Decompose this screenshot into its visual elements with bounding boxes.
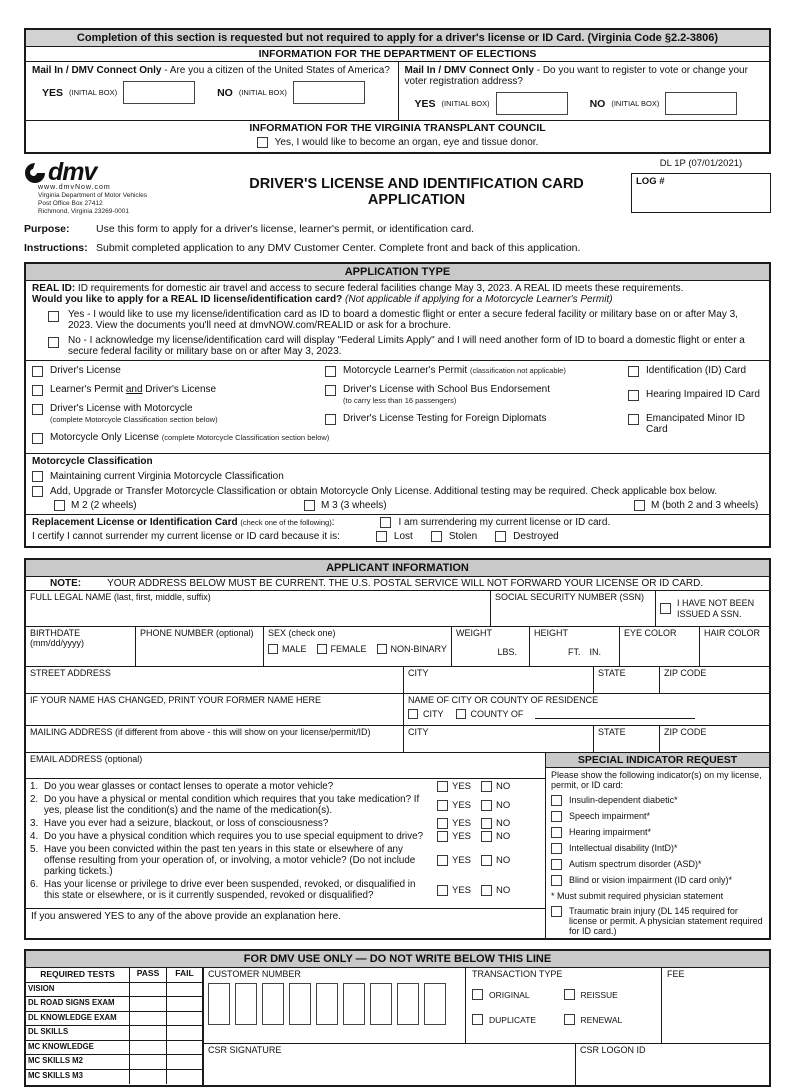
motorcycle-class-options <box>32 500 763 511</box>
mailing-state-label: STATE <box>598 727 626 737</box>
checkbox-m2[interactable] <box>54 500 65 511</box>
test-row-mc-skills-m2: MC SKILLS M2 <box>26 1055 202 1070</box>
indicator-blind: Blind or vision impairment (ID card only)* <box>551 875 764 886</box>
log-number-box[interactable] <box>631 173 771 213</box>
type-label: Driver's License with Motorcycle (complete Motorcycle Classification section below) <box>50 403 218 424</box>
type-school-bus <box>325 384 628 406</box>
customer-number-box[interactable] <box>289 983 311 1025</box>
citizen-yes-label: YES <box>42 86 64 99</box>
indicator-speech: Speech impairment* <box>551 811 764 822</box>
pass-cell[interactable] <box>130 1041 167 1055</box>
dmv-logo-dept: Virginia Department of Motor Vehicles <box>38 192 147 199</box>
checkbox-q3-yes[interactable] <box>437 818 448 829</box>
pass-col-header: PASS <box>130 968 167 982</box>
dmv-use-only-header: FOR DMV USE ONLY — DO NOT WRITE BELOW THIS LINE <box>26 951 769 968</box>
field-residence <box>404 694 769 725</box>
checkbox-q1-yes[interactable] <box>437 781 448 792</box>
field-weight[interactable] <box>452 627 530 666</box>
motorcycle-maintain-option <box>32 471 763 482</box>
csr-logon-label: CSR LOGON ID <box>580 1045 646 1055</box>
csr-signature-label: CSR SIGNATURE <box>208 1045 282 1055</box>
checkbox-residence-county[interactable] <box>456 709 466 719</box>
certify-statement: I certify I cannot surrender my current license or ID card because it is: <box>32 531 340 542</box>
checkbox-q6-yes[interactable] <box>437 885 448 896</box>
customer-number-box[interactable] <box>235 983 257 1025</box>
instructions-label: Instructions: <box>24 242 88 254</box>
pass-cell[interactable] <box>130 997 167 1011</box>
checkbox-blind[interactable] <box>551 875 562 886</box>
type-label: Driver's License Testing for Foreign Diplomats <box>343 413 547 424</box>
lbs-label: LBS. <box>497 647 517 657</box>
voter-yes-label: YES <box>414 97 436 110</box>
address-note: NOTE: YOUR ADDRESS BELOW MUST BE CURRENT. THE U.S. POSTAL SERVICE WILL NOT FORWARD YOUR LICENSE OR ID CARD. <box>26 577 769 591</box>
residence-label: NAME OF CITY OR COUNTY OF RESIDENCE <box>408 695 599 705</box>
voter-yes-initial-box[interactable] <box>496 92 568 115</box>
elections-header: INFORMATION FOR THE DEPARTMENT OF ELECTIONS <box>26 47 769 62</box>
dmv-swoosh-icon <box>24 162 46 184</box>
voter-no-initial-box[interactable] <box>665 92 737 115</box>
type-motorcycle-learners <box>325 365 628 377</box>
csr-logon-cell[interactable] <box>576 1044 769 1085</box>
ssn-label: SOCIAL SECURITY NUMBER (SSN) <box>495 592 645 602</box>
checkbox-school-bus[interactable] <box>325 385 336 396</box>
checkbox-q5-no[interactable] <box>481 855 492 866</box>
donor-statement: Yes, I would like to become an organ, eye and tissue donor. <box>274 137 539 148</box>
voter-question-block <box>398 62 770 120</box>
applicant-information-section <box>24 558 771 940</box>
checkbox-q1-no[interactable] <box>481 781 492 792</box>
checkbox-speech[interactable] <box>551 811 562 822</box>
state-label: STATE <box>598 668 626 678</box>
email-label: EMAIL ADDRESS (optional) <box>30 754 143 764</box>
no-ssn-label: I HAVE NOT BEEN ISSUED A SSN. <box>677 597 755 619</box>
customer-number-label: CUSTOMER NUMBER <box>208 969 301 979</box>
pass-cell[interactable] <box>130 1026 167 1040</box>
type-id-card <box>628 365 763 377</box>
transaction-type-cell: TRANSACTION TYPE ORIGINAL REISSUE DUPLICATE RENEWAL <box>466 968 662 1043</box>
voter-no-initialbox-label: (INITIAL BOX) <box>611 99 660 108</box>
type-label: Learner's Permit and Driver's License <box>50 384 217 395</box>
question-6: 6. Has your license or privilege to drive ever been suspended, revoked, or disqualified in this state or elsewhere, or is it currently suspended, revoked or disqualified? YES NO <box>30 879 511 901</box>
nonbinary-label: NON-BINARY <box>390 644 447 654</box>
purpose-text: Use this form to apply for a driver's license, learner's permit, or identification card. <box>96 223 475 235</box>
citizen-question-label: Mail In / DMV Connect Only - Are you a citizen of the United States of America? <box>32 65 390 76</box>
applicant-information-header: APPLICANT INFORMATION <box>26 560 769 577</box>
lost-label: Lost <box>393 531 413 542</box>
field-city[interactable] <box>404 667 594 693</box>
purpose-line <box>24 223 771 235</box>
type-label: Motorcycle Learner's Permit (classification not applicable) <box>343 365 566 376</box>
type-drivers-with-motorcycle <box>32 403 325 425</box>
customer-number-box[interactable] <box>370 983 392 1025</box>
type-foreign-diplomats <box>325 413 628 425</box>
checkbox-nonbinary[interactable] <box>377 644 387 654</box>
customer-number-boxes <box>208 983 461 1025</box>
checkbox-q4-yes[interactable] <box>437 831 448 842</box>
mailing-label: MAILING ADDRESS (if different from above - this will show on your license/permit/ID) <box>30 727 371 737</box>
special-indicator-header: SPECIAL INDICATOR REQUEST <box>546 753 769 768</box>
checkbox-asd[interactable] <box>551 859 562 870</box>
citizen-no-label: NO <box>217 86 233 99</box>
residence-county-blank[interactable] <box>535 709 695 719</box>
indicator-insulin: Insulin-dependent diabetic* <box>551 795 764 806</box>
type-label: Identification (ID) Card <box>646 365 747 376</box>
test-row-mc-knowledge: MC KNOWLEDGE <box>26 1041 202 1056</box>
checkbox-q2-no[interactable] <box>481 800 492 811</box>
question-5: 5. Have you been convicted within the past ten years in this state or elsewhere of any offense resulting from your operation of, or involving, a motor vehicle? (Do not include parking tickets.) YES NO <box>30 844 511 877</box>
mailing-zip-label: ZIP CODE <box>664 727 707 737</box>
checkbox-q2-yes[interactable] <box>437 800 448 811</box>
height-label: HEIGHT <box>534 628 569 638</box>
tests-col-header: REQUIRED TESTS <box>26 968 130 982</box>
checkbox-duplicate[interactable] <box>472 1014 483 1025</box>
test-row-vision: VISION <box>26 983 202 998</box>
checkbox-hearing[interactable] <box>551 827 562 838</box>
checkbox-q3-no[interactable] <box>481 818 492 829</box>
replacement-section <box>26 514 769 546</box>
dmv-logo <box>24 158 202 216</box>
dmv-logo-pobox: Post Office Box 27412 <box>38 200 103 207</box>
dmv-use-only-section <box>24 949 771 1087</box>
checkbox-q4-no[interactable] <box>481 831 492 842</box>
transaction-type-label: TRANSACTION TYPE <box>472 969 563 979</box>
no-ssn-cell <box>656 591 769 626</box>
type-label: Driver's License with School Bus Endorsement (to carry less than 16 passengers) <box>343 384 551 405</box>
health-questions <box>26 779 545 908</box>
citizen-yes-initial-box[interactable] <box>123 81 195 104</box>
special-indicator-intro: Please show the following indicator(s) on my license, permit, or ID card: <box>551 770 762 790</box>
checkbox-add-upgrade-transfer[interactable] <box>32 486 43 497</box>
field-zip[interactable] <box>660 667 769 693</box>
indicator-hearing: Hearing impairment* <box>551 827 764 838</box>
instructions-text: Submit completed application to any DMV Customer Center. Complete front and back of this application. <box>96 242 581 254</box>
real-id-no-text: No - I acknowledge my license/identification card will display "Federal Limits Apply" and I will need another form of ID to board a domestic flight or enter a secure federal facility or military base on or after May 3, 2023. <box>68 335 745 357</box>
field-email[interactable] <box>26 753 545 779</box>
question-3: 3. Have you ever had a seizure, blackout, or loss of consciousness? YES NO <box>30 818 511 829</box>
citizen-no-initial-box[interactable] <box>293 81 365 104</box>
application-type-header: APPLICATION TYPE <box>26 264 769 281</box>
surrender-label: I am surrendering my current license or ID card. <box>398 517 611 528</box>
motorcycle-classification-section <box>26 453 769 514</box>
in-label: IN. <box>589 647 601 657</box>
type-label: Hearing Impaired ID Card <box>646 389 760 400</box>
physician-footnote: * Must submit required physician statement <box>551 891 724 901</box>
fail-col-header: FAIL <box>175 968 194 978</box>
type-label: Emancipated Minor ID Card <box>646 413 745 435</box>
dmv-logo-city: Richmond, Virginia 23269-0001 <box>38 208 129 215</box>
stolen-label: Stolen <box>448 531 478 542</box>
test-row-road-signs: DL ROAD SIGNS EXAM <box>26 997 202 1012</box>
field-full-legal-name[interactable] <box>26 591 491 626</box>
fail-cell[interactable] <box>167 1070 202 1085</box>
type-motorcycle-only <box>32 432 330 444</box>
full-name-label: FULL LEGAL NAME (last, first, middle, suffix) <box>30 592 211 602</box>
masthead <box>24 158 771 216</box>
field-mailing-zip[interactable] <box>660 726 769 752</box>
citizen-no-initialbox-label: (INITIAL BOX) <box>238 88 287 97</box>
checkbox-m-both[interactable] <box>634 500 645 511</box>
purpose-label: Purpose: <box>24 223 70 235</box>
test-row-mc-skills-m3: MC SKILLS M3 <box>26 1070 202 1085</box>
m-both-label: M (both 2 and 3 wheels) <box>651 500 759 511</box>
weight-label: WEIGHT <box>456 628 492 638</box>
fail-cell[interactable] <box>167 1026 202 1040</box>
field-state[interactable] <box>594 667 660 693</box>
special-indicator-panel <box>546 753 769 938</box>
checkbox-reissue[interactable] <box>564 989 575 1000</box>
dmv-logo-web: www.dmvNow.com <box>38 184 111 191</box>
log-number-label: LOG # <box>636 176 665 187</box>
customer-number-box[interactable] <box>424 983 446 1025</box>
field-height[interactable] <box>530 627 620 666</box>
m2-label: M 2 (2 wheels) <box>71 500 137 511</box>
checkbox-intd[interactable] <box>551 843 562 854</box>
real-id-yes-option <box>32 309 763 331</box>
form-dl1p <box>24 28 771 1087</box>
citizen-yes-initialbox-label: (INITIAL BOX) <box>69 88 118 97</box>
field-street-address[interactable] <box>26 667 404 693</box>
indicator-asd: Autism spectrum disorder (ASD)* <box>551 859 764 870</box>
checkbox-female[interactable] <box>317 644 327 654</box>
instructions-line <box>24 242 771 254</box>
checkbox-surrendering[interactable] <box>380 517 391 528</box>
explanation-label: If you answered YES to any of the above provide an explanation here. <box>31 911 342 922</box>
pass-cell[interactable] <box>130 983 167 997</box>
field-explanation[interactable] <box>26 908 545 938</box>
hair-color-label: HAIR COLOR <box>704 628 761 638</box>
csr-signature-cell[interactable] <box>204 1044 576 1085</box>
zip-label: ZIP CODE <box>664 668 707 678</box>
sex-label: SEX (check one) <box>268 628 336 638</box>
checkbox-male[interactable] <box>268 644 278 654</box>
field-mailing-city[interactable] <box>404 726 594 752</box>
question-1: 1. Do you wear glasses or contact lenses to operate a motor vehicle? YES NO <box>30 781 511 792</box>
ft-label: FT. <box>568 647 581 657</box>
elections-section <box>24 28 771 154</box>
dmv-logo-text: dmv <box>48 158 97 186</box>
indicator-tbi: Traumatic brain injury (DL 145 required for license or permit. A physician statement required for ID card.) <box>551 906 764 936</box>
checkbox-id-card[interactable] <box>628 366 639 377</box>
real-id-yes-text: Yes - I would like to use my license/identification card as ID to board a domestic flight or enter a secure federal facility or military base on or after May 3, 2023. View the documents you'll need at dmvNOW.com/REALID or ask for a brochure. <box>68 309 738 331</box>
voter-question-label: Mail In / DMV Connect Only - Do you want to register to vote or change your voter registration address? <box>404 65 748 87</box>
fail-cell[interactable] <box>167 1012 202 1026</box>
question-2: 2. Do you have a physical or mental condition which requires that you take medication? If yes, please list the condition(s) and the name of the medication(s). YES NO <box>30 794 511 816</box>
checkbox-foreign-diplomats[interactable] <box>325 414 336 425</box>
field-mailing-state[interactable] <box>594 726 660 752</box>
field-hair-color[interactable] <box>700 627 769 666</box>
fee-cell[interactable] <box>662 968 769 1043</box>
customer-number-box[interactable] <box>316 983 338 1025</box>
checkbox-organ-donor[interactable] <box>257 137 268 148</box>
destroyed-label: Destroyed <box>513 531 559 542</box>
checkbox-real-id-yes[interactable] <box>48 311 59 322</box>
indicator-intd: Intellectual disability (IntD)* <box>551 843 764 854</box>
fail-cell[interactable] <box>167 997 202 1011</box>
type-drivers-license <box>32 365 325 377</box>
checkbox-learners-and-drivers[interactable] <box>32 385 43 396</box>
test-row-knowledge: DL KNOWLEDGE EXAM <box>26 1012 202 1027</box>
checkbox-original[interactable] <box>472 989 483 1000</box>
checkbox-q6-no[interactable] <box>481 885 492 896</box>
motorcycle-add-option <box>32 486 763 497</box>
application-type-section <box>24 262 771 548</box>
checkbox-motorcycle-only[interactable] <box>32 433 43 444</box>
customer-number-box[interactable] <box>343 983 365 1025</box>
type-label: Motorcycle Only License (complete Motorcycle Classification section below) <box>50 432 330 443</box>
customer-number-box[interactable] <box>262 983 284 1025</box>
type-label: Driver's License <box>50 365 121 376</box>
checkbox-no-ssn[interactable] <box>660 603 671 614</box>
license-type-grid <box>26 360 769 453</box>
form-title: DRIVER'S LICENSE AND IDENTIFICATION CARD APPLICATION <box>249 176 584 208</box>
field-sex <box>264 627 452 666</box>
fail-cell[interactable] <box>167 1055 202 1069</box>
residence-city-label: CITY <box>423 709 444 719</box>
field-ssn[interactable] <box>491 591 656 626</box>
checkbox-renewal[interactable] <box>564 1014 575 1025</box>
female-label: FEMALE <box>330 644 367 654</box>
type-learners-and-drivers <box>32 384 325 396</box>
fee-label: FEE <box>667 969 685 979</box>
mailing-city-label: CITY <box>408 727 429 737</box>
birthdate-label: BIRTHDATE (mm/dd/yyyy) <box>30 628 84 648</box>
type-hearing-impaired-id <box>628 389 763 401</box>
donor-row <box>26 135 769 152</box>
checkbox-maintain-classification[interactable] <box>32 471 43 482</box>
residence-county-label: COUNTY OF <box>470 709 524 719</box>
real-id-question: Would you like to apply for a REAL ID license/identification card? (Not applicable if applying for a Motorcycle Learner's Permit) <box>32 294 613 305</box>
field-birthdate[interactable] <box>26 627 136 666</box>
m3-label: M 3 (3 wheels) <box>321 500 387 511</box>
checkbox-real-id-no[interactable] <box>48 337 59 348</box>
replacement-title: Replacement License or Identification Card (check one of the following): <box>32 517 335 528</box>
type-emancipated-minor-id <box>628 413 763 435</box>
checkbox-motorcycle-learners[interactable] <box>325 366 336 377</box>
motorcycle-classification-title: Motorcycle Classification <box>32 456 153 467</box>
pass-cell[interactable] <box>130 1070 167 1085</box>
eye-color-label: EYE COLOR <box>624 628 677 638</box>
checkbox-drivers-license[interactable] <box>32 366 43 377</box>
checkbox-residence-city[interactable] <box>408 709 418 719</box>
checkbox-emancipated-minor-id[interactable] <box>628 414 639 425</box>
pass-cell[interactable] <box>130 1055 167 1069</box>
voter-no-label: NO <box>589 97 606 110</box>
fail-cell[interactable] <box>167 1041 202 1055</box>
pass-cell[interactable] <box>130 1012 167 1026</box>
checkbox-destroyed[interactable] <box>495 531 506 542</box>
checkbox-q5-yes[interactable] <box>437 855 448 866</box>
test-row-dl-skills: DL SKILLS <box>26 1026 202 1041</box>
checkbox-stolen[interactable] <box>431 531 442 542</box>
transplant-header: INFORMATION FOR THE VIRGINIA TRANSPLANT COUNCIL <box>249 122 546 134</box>
question-4: 4. Do you have a physical condition which requires you to use special equipment to drive? YES NO <box>30 831 511 842</box>
real-id-no-option <box>32 335 763 357</box>
street-label: STREET ADDRESS <box>30 668 111 678</box>
completion-notice: Completion of this section is requested but not required to apply for a driver's license or ID Card. (Virginia Code §2.2-3806) <box>26 30 769 47</box>
checkbox-hearing-impaired-id[interactable] <box>628 390 639 401</box>
required-tests-table <box>26 968 204 1085</box>
add-upgrade-label: Add, Upgrade or Transfer Motorcycle Classification or obtain Motorcycle Only License. Additional testing may be required. Check applicable box below. <box>50 486 718 497</box>
male-label: MALE <box>282 644 307 654</box>
checkbox-insulin[interactable] <box>551 795 562 806</box>
checkbox-drivers-with-motorcycle[interactable] <box>32 404 43 415</box>
field-phone[interactable] <box>136 627 264 666</box>
form-number: DL 1P (07/01/2021) <box>659 158 743 169</box>
field-former-name[interactable] <box>26 694 404 725</box>
city-label: CITY <box>408 668 429 678</box>
checkbox-lost[interactable] <box>376 531 387 542</box>
checkbox-tbi[interactable] <box>551 906 562 917</box>
customer-number-cell <box>204 968 466 1043</box>
customer-number-box[interactable] <box>397 983 419 1025</box>
customer-number-box[interactable] <box>208 983 230 1025</box>
fail-cell[interactable] <box>167 983 202 997</box>
voter-yes-initialbox-label: (INITIAL BOX) <box>441 99 490 108</box>
checkbox-m3[interactable] <box>304 500 315 511</box>
phone-label: PHONE NUMBER (optional) <box>140 628 254 638</box>
field-mailing-address[interactable] <box>26 726 404 752</box>
former-name-label: IF YOUR NAME HAS CHANGED, PRINT YOUR FORMER NAME HERE <box>30 695 322 705</box>
field-eye-color[interactable] <box>620 627 700 666</box>
citizen-question-block <box>26 62 398 120</box>
maintain-label: Maintaining current Virginia Motorcycle Classification <box>50 471 284 482</box>
real-id-statement: REAL ID: ID requirements for domestic air travel and access to secure federal facilities change May 3, 2023. A REAL ID meets these requirements. <box>32 283 684 294</box>
